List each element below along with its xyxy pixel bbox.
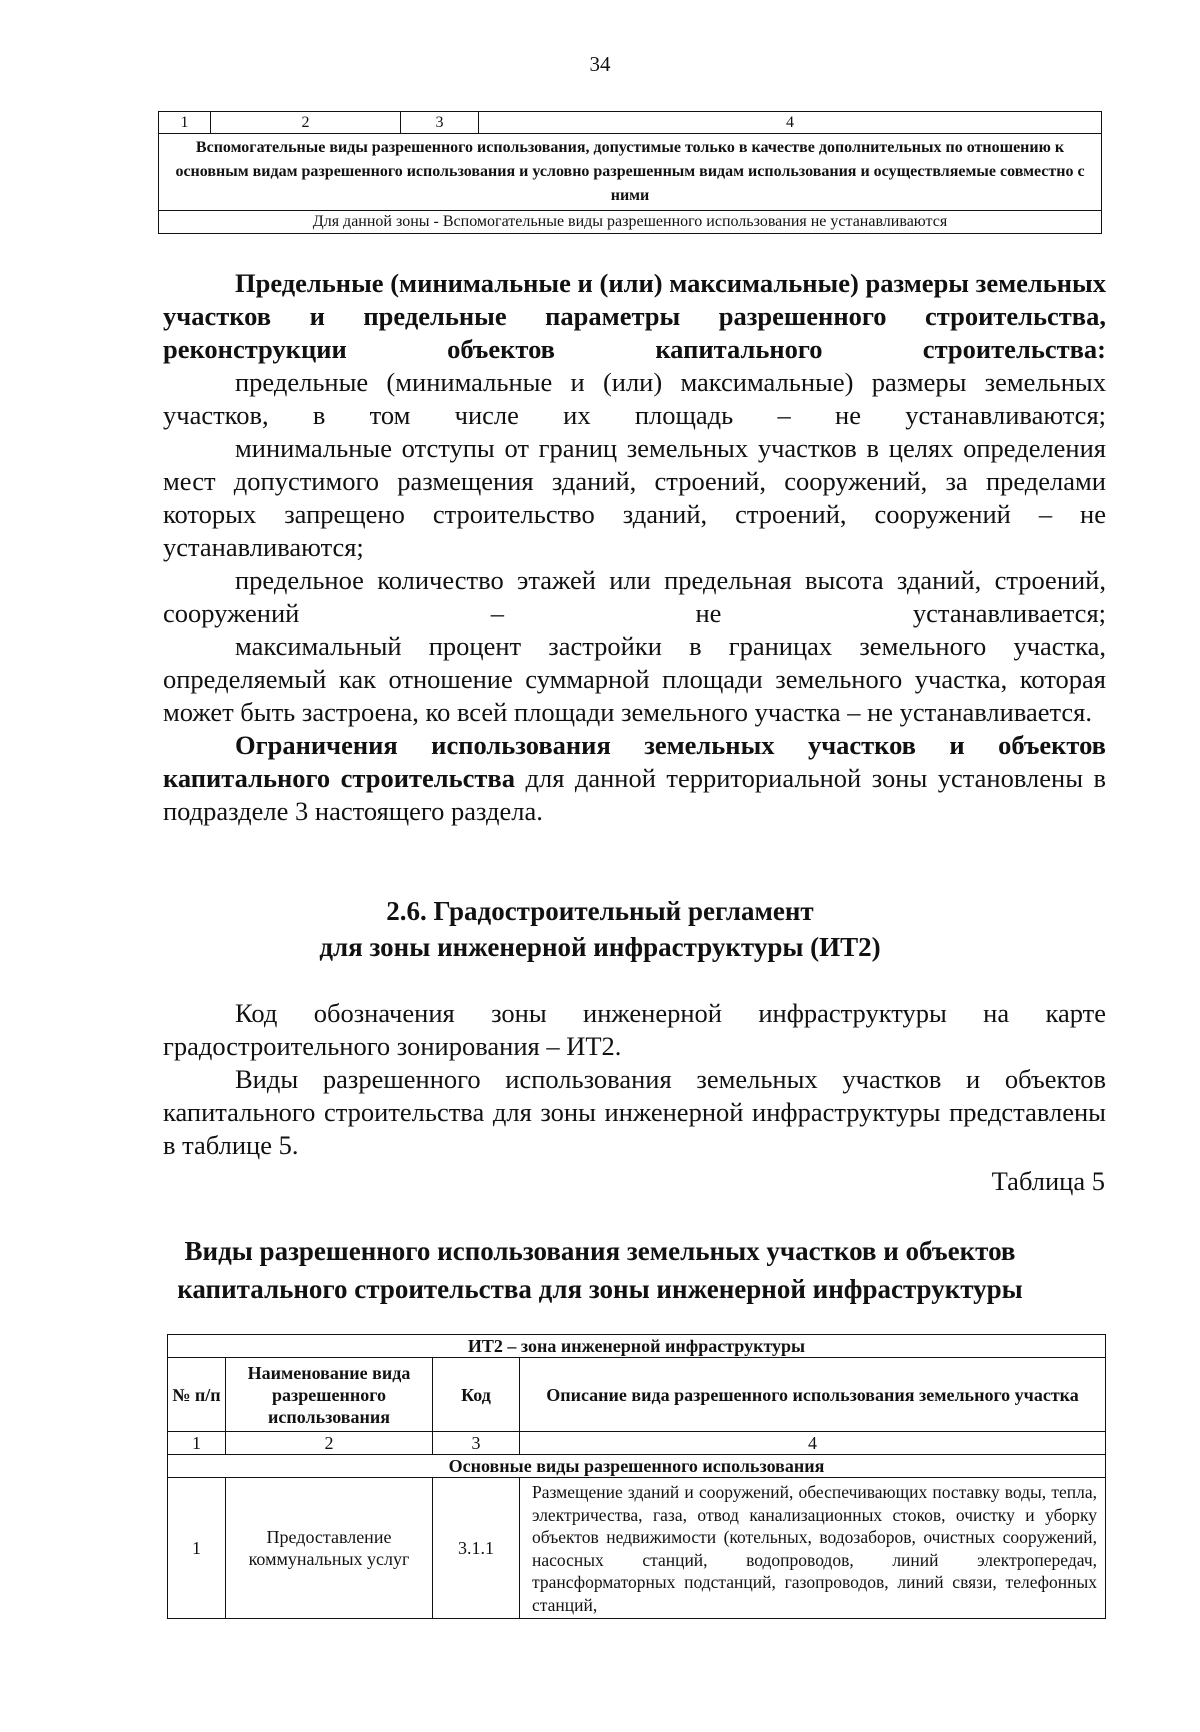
table-title-line: Виды разрешенного использования земельных участков и объектов xyxy=(184,1236,1016,1266)
column-number: 4 xyxy=(520,1432,1106,1455)
header-row xyxy=(168,1358,1106,1432)
zone-header: ИТ2 – зона инженерной инфраструктуры xyxy=(168,1335,1106,1358)
table-title-line: капитального строительства для зоны инженерной инфраструктуры xyxy=(177,1274,1023,1304)
column-number: 1 xyxy=(159,112,211,134)
limit-item: максимальный процент застройки в границах земельного участка, определяемый как отношение суммарной площади земельного участка, которая может быть застроена, ко всей площади земельного участка – не устанавливается. xyxy=(163,631,1106,727)
column-number-row xyxy=(168,1432,1106,1455)
section-title-line: для зоны инженерной инфраструктуры (ИТ2) xyxy=(319,932,881,962)
limit-item: предельные (минимальные и (или) максимальные) размеры земельных участков, в том числе их площадь – не устанавливаются; xyxy=(163,367,1106,430)
uses-table xyxy=(167,1334,1106,1619)
section-title xyxy=(0,893,1200,965)
table-label: Таблица 5 xyxy=(991,1166,1105,1196)
column-number: 3 xyxy=(433,1432,520,1455)
uses-paragraph: Виды разрешенного использования земельных участков и объектов капитального строительства для зоны инженерной инфраструктуры представлены в таблице 5. xyxy=(163,1064,1106,1160)
col-desc-header: Описание вида разрешенного использования земельного участка xyxy=(520,1358,1106,1432)
column-number: 4 xyxy=(479,112,1102,134)
main-uses-group: Основные виды разрешенного использования xyxy=(168,1455,1106,1478)
table-title xyxy=(0,1232,1200,1308)
row-code: 3.1.1 xyxy=(433,1478,520,1619)
continued-table xyxy=(158,111,1102,234)
code-paragraph: Код обозначения зоны инженерной инфраструктуры на карте градостроительного зонирования – ИТ2. xyxy=(163,998,1106,1061)
page-number: 34 xyxy=(589,52,611,76)
column-number: 2 xyxy=(226,1432,433,1455)
col-name-header: Наименование вида разрешенного использования xyxy=(226,1358,433,1432)
section-body xyxy=(163,997,1106,1162)
column-number: 1 xyxy=(168,1432,226,1455)
section-title-line: 2.6. Градостроительный регламент xyxy=(386,896,814,926)
table-row xyxy=(168,1478,1106,1619)
limits-heading: Предельные (минимальные и (или) максимальные) размеры земельных участков и предельные параметры разрешенного строительства, реконструкции объектов капитального строительства: xyxy=(163,268,1106,364)
auxiliary-uses-note: Для данной зоны - Вспомогательные виды разрешенного использования не устанавливаются xyxy=(159,211,1102,234)
col-code-header: Код xyxy=(433,1358,520,1432)
auxiliary-uses-section-title: Вспомогательные виды разрешенного использования, допустимые только в качестве дополнительных по отношению к основным видам разрешенного использования и условно разрешенным видам использования и осуществляемые совместно с ними xyxy=(159,134,1102,211)
column-number-row xyxy=(159,112,1102,134)
restrictions-rest: для данной территориальной зоны установлены в подразделе 3 настоящего раздела. xyxy=(163,763,1106,826)
restrictions-paragraph xyxy=(163,729,1106,828)
row-desc: Размещение зданий и сооружений, обеспечивающих поставку воды, тепла, электричества, газа, отвод канализационных стоков, очистку и уборку объектов недвижимости (котельных, водозаборов, очистных сооружений, насосных станций, водопроводов, линий электропередач, трансформаторных подстанций, газопроводов, линий связи, телефонных станций, xyxy=(520,1478,1106,1619)
row-name: Предоставление коммунальных услуг xyxy=(226,1478,433,1619)
limit-item: минимальные отступы от границ земельных участков в целях определения мест допустимого размещения зданий, строений, сооружений, за пределами которых запрещено строительство зданий, строений, сооружений – не устанавливаются; xyxy=(163,433,1106,562)
column-number: 2 xyxy=(211,112,401,134)
row-num: 1 xyxy=(168,1478,226,1619)
limits-block xyxy=(163,267,1106,828)
restrictions-bold: Ограничения использования земельных участков и объектов капитального строительства xyxy=(163,730,1106,793)
col-num-header: № п/п xyxy=(168,1358,226,1432)
limit-item: предельное количество этажей или предельная высота зданий, строений, сооружений – не устанавливается; xyxy=(163,565,1106,628)
column-number: 3 xyxy=(401,112,479,134)
